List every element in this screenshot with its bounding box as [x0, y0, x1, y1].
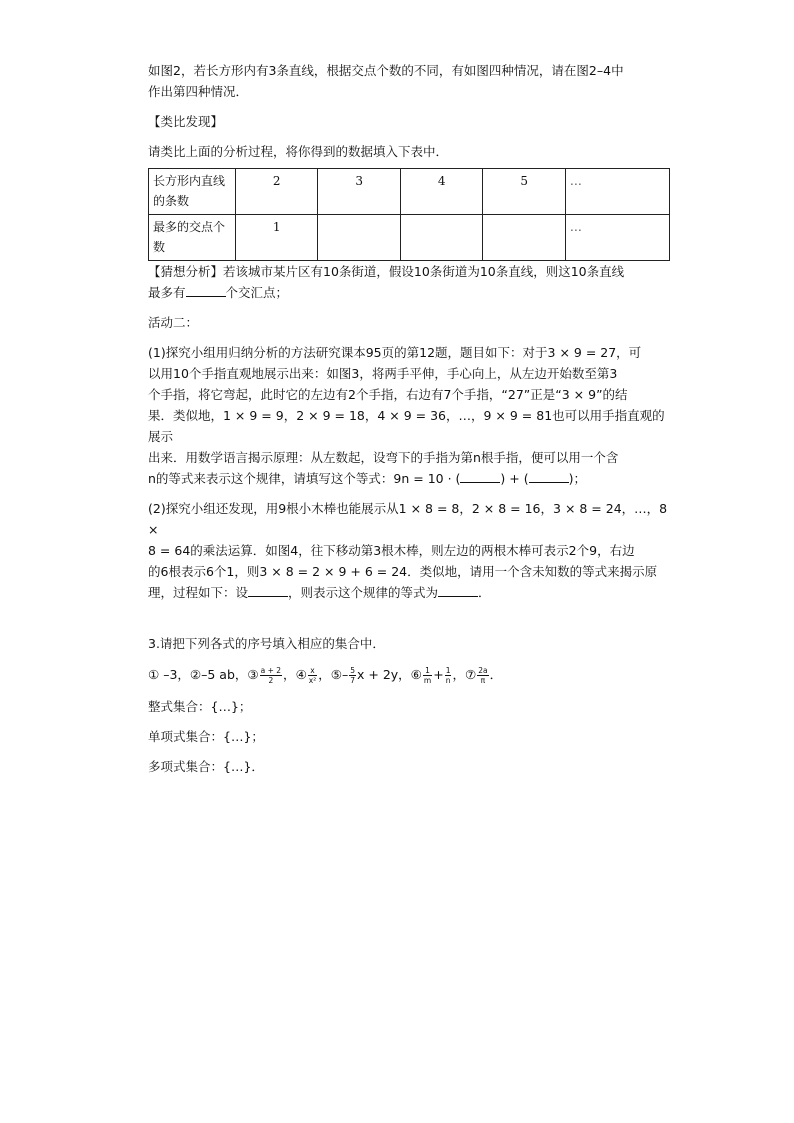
item-6-number: ⑥	[410, 667, 422, 682]
end-mark: ．	[489, 667, 503, 682]
part-1-line: 出来．用数学语言揭示原理：从左数起，设弯下的手指为第n根手指，便可以用一个含	[148, 450, 619, 465]
separator: ，	[318, 667, 331, 682]
item-3-number: ③	[247, 667, 259, 682]
part-1-line: (1)探究小组用归纳分析的方法研究课本95页的第12题，题目如下：对于3 × 9 = 27，可	[148, 345, 642, 360]
table-cell: 4	[400, 169, 482, 215]
item-1-number: ①	[148, 667, 160, 682]
set-monomial: 单项式集合：{…}；	[148, 729, 264, 744]
table-cell: 5	[483, 169, 565, 215]
table-cell	[483, 215, 565, 261]
part-1-last-prefix: n的等式来表示这个规律，请填写这个等式：9n = 10 · (	[148, 471, 461, 486]
denominator: m	[423, 676, 432, 685]
conjecture-suffix: 个交汇点；	[225, 285, 289, 300]
conjecture-line-1: 【猜想分析】若该城市某片区有10条街道，假设10条街道为10条直线，则这10条直线	[148, 264, 625, 279]
table-row-header: 最多的交点个数	[149, 215, 236, 261]
numerator: 2a	[478, 666, 488, 675]
answer-blank[interactable]	[460, 468, 500, 483]
part-1-line: 个手指，将它弯起，此时它的左边有2个手指，右边有7个手指，“27”正是“3 × 9”的结	[148, 387, 628, 402]
part-2-line: 8 = 64的乘法运算．如图4，往下移动第3根木棒，则左边的两根木棒可表示2个9，右边	[148, 543, 635, 558]
table-row	[149, 215, 670, 261]
part-2-last-prefix: 理，过程如下：设	[148, 585, 249, 600]
item-5-fraction	[349, 666, 356, 685]
denominator: 7	[350, 676, 355, 685]
data-table	[148, 168, 670, 261]
table-cell: …	[565, 169, 669, 215]
item-3-fraction	[260, 666, 282, 685]
part-2	[148, 498, 672, 603]
item-2-number: ②	[189, 667, 202, 682]
part-2-last-mid: ，则表示这个规律的等式为	[288, 585, 439, 600]
part-1-last-mid: ) + (	[500, 471, 529, 486]
table-cell: 1	[236, 215, 318, 261]
table-row-header: 长方形内直线的条数	[149, 169, 236, 215]
analogy-heading: 【类比发现】	[148, 114, 224, 129]
item-1-expr: –3，	[159, 667, 190, 682]
item-2-expr: –5 ab，	[201, 667, 248, 682]
numerator: 1	[445, 666, 451, 675]
part-2-last-line	[148, 582, 672, 603]
table-cell: …	[565, 215, 669, 261]
set-integral: 整式集合：{…}；	[148, 699, 252, 714]
intro-line-2: 作出第四种情况．	[148, 84, 249, 99]
activity-2-title: 活动二：	[148, 315, 199, 330]
numerator: a + 2	[260, 666, 282, 675]
answer-blank[interactable]	[186, 282, 226, 297]
item-4-number: ④	[295, 667, 307, 682]
part-1-last-line	[148, 468, 672, 489]
part-2-last-suffix: ．	[478, 585, 491, 600]
separator: ，	[283, 667, 296, 682]
denominator: x²	[308, 676, 317, 685]
item-7-fraction	[477, 666, 488, 685]
table-cell	[318, 215, 400, 261]
part-1-line: 以用10个手指直观地展示出来：如图3，将两手平伸，手心向上，从左边开始数至第3	[148, 366, 618, 381]
denominator: π	[480, 676, 486, 685]
set-polynomial: 多项式集合：{…}．	[148, 759, 264, 774]
numerator: 5	[350, 666, 355, 675]
item-6-fraction-1	[423, 666, 432, 685]
table-row	[149, 169, 670, 215]
item-5-number: ⑤	[330, 667, 342, 682]
denominator: 2	[268, 676, 274, 685]
table-cell: 2	[236, 169, 318, 215]
item-5-minus: –	[341, 667, 349, 682]
item-6-fraction-2	[445, 666, 452, 685]
separator: ，	[452, 667, 465, 682]
conjecture-line-2	[148, 282, 672, 303]
item-4-fraction	[308, 666, 317, 685]
intro-line-1: 如图2，若长方形内有3条直线，根据交点个数的不同，有如图四种情况，请在图2–4中	[148, 63, 624, 78]
conjecture-prefix: 最多有	[148, 285, 186, 300]
question-3-title: 3.请把下列各式的序号填入相应的集合中．	[148, 636, 385, 651]
numerator: 1	[423, 666, 432, 676]
part-1	[148, 342, 672, 489]
numerator: x	[308, 666, 317, 676]
table-cell: 3	[318, 169, 400, 215]
answer-blank[interactable]	[438, 582, 478, 597]
item-7-number: ⑦	[464, 667, 477, 682]
part-2-line: (2)探究小组还发现，用9根小木棒也能展示从1 × 8 = 8，2 × 8 = 16，3 × 8 = 24，…，8 ×	[148, 501, 668, 537]
answer-blank[interactable]	[529, 468, 569, 483]
analogy-instruction: 请类比上面的分析过程，将你得到的数据填入下表中．	[148, 144, 449, 159]
part-1-last-suffix: )；	[568, 471, 586, 486]
part-1-line: 果．类似地，1 × 9 = 9，2 × 9 = 18，4 × 9 = 36，…，9 × 9 = 81也可以用手指直观的展示	[148, 408, 665, 444]
denominator: n	[445, 676, 451, 685]
item-5-rest: x + 2y，	[357, 667, 411, 682]
item-6-plus: +	[433, 667, 444, 682]
document-page	[148, 60, 672, 777]
part-2-line: 的6根表示6个1，则3 × 8 = 2 × 9 + 6 = 24．类似地，请用一个含未知数的等式来揭示原	[148, 564, 658, 579]
answer-blank[interactable]	[248, 582, 288, 597]
question-3-expressions	[148, 663, 672, 687]
table-cell	[400, 215, 482, 261]
